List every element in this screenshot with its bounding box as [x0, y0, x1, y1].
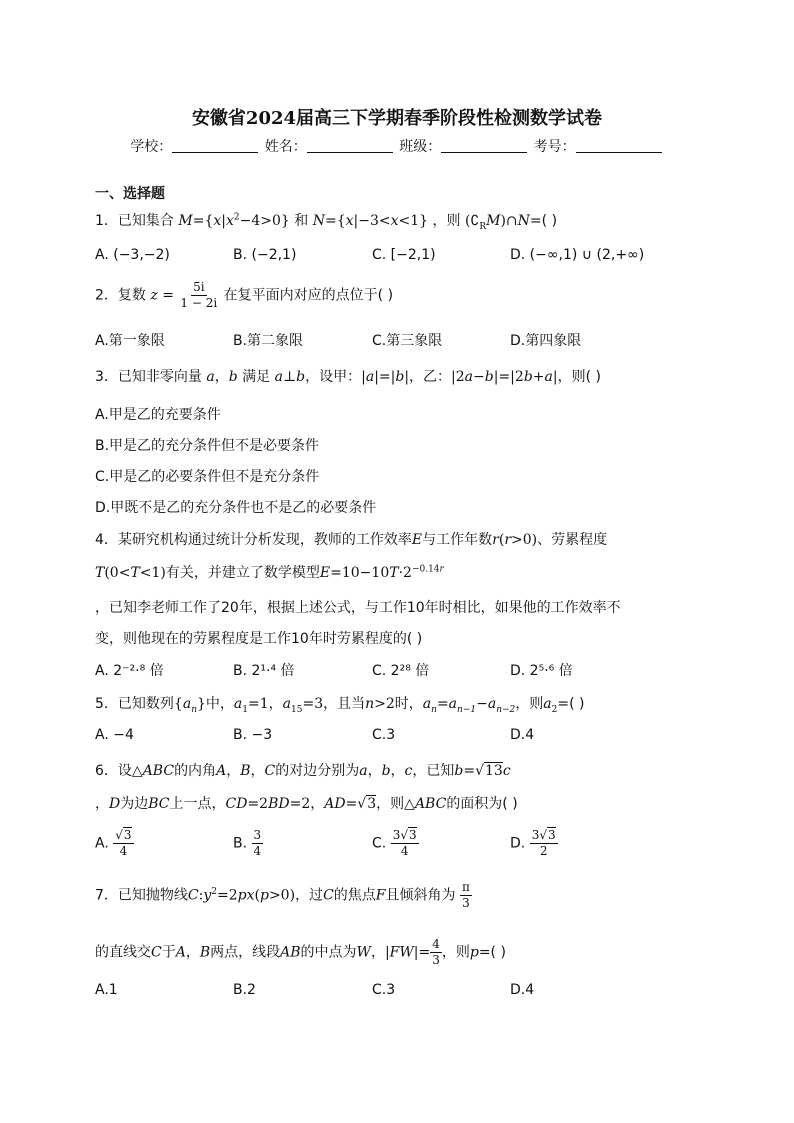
q1-end: =( ): [529, 213, 558, 229]
question-7-line-1: 7．已知抛物线$C:y^2=2px(p>0)$，过C的焦点F且倾斜角为 $\frac{\pi}{3}$: [95, 880, 470, 910]
name-blank: [307, 138, 393, 153]
question-5: 5．已知数列$\{a_n\}$中，$a_1=1$，$a_{15}=3$，且当n>2时，$a_n=a_{n-1}-a_{n-2}$，则$a_2=$( ): [95, 696, 585, 715]
q7-option-d: D.4: [510, 982, 535, 998]
q6-option-c: C. $\frac{3√3}{4}$: [372, 828, 417, 858]
class-label: 班级：: [399, 139, 442, 155]
q5-option-c: C.3: [372, 727, 396, 743]
question-4-line-4: 变，则他现在的劳累程度是工作10年时劳累程度的( ): [95, 631, 423, 647]
q4-option-c: C. 2²⁸ 倍: [372, 663, 430, 679]
q5-option-d: D.4: [510, 727, 535, 743]
q6-option-b: B. $\frac{3}{4}$: [233, 828, 262, 858]
q1-set-m: M: [178, 213, 193, 229]
q4-option-b: B. 2¹·⁴ 倍: [233, 663, 295, 679]
q3-option-b: B.甲是乙的充分条件但不是必要条件: [95, 438, 320, 454]
q7-option-b: B.2: [233, 982, 256, 998]
question-4-line-1: 4．某研究机构通过统计分析发现，教师的工作效率E与工作年数r(r>0)、劳累程度: [95, 532, 608, 548]
question-4-line-3: ，已知李老师工作了20年，根据上述公式，与工作10年时相比，如果他的工作效率不: [95, 600, 621, 616]
q1-option-b: B. (−2,1): [233, 247, 297, 263]
q7-option-c: C.3: [372, 982, 396, 998]
q2-tail: 在复平面内对应的点位于( ): [223, 287, 394, 304]
q3-prefix: 3．已知非零向量: [95, 369, 202, 385]
q3-option-c: C.甲是乙的必要条件但不是充分条件: [95, 469, 320, 485]
school-blank: [172, 138, 258, 153]
q3-option-a: A.甲是乙的充要条件: [95, 407, 221, 423]
q1-option-c: C. [−2,1): [372, 247, 436, 263]
section-heading: 一、选择题: [95, 186, 165, 202]
q7-option-a: A.1: [95, 982, 118, 998]
question-4-line-2: T(0<T<1)有关，并建立了数学模型$E=10-10T\cdot 2^{-0.14r}$: [95, 564, 444, 581]
school-label: 学校：: [130, 139, 173, 155]
student-info-line: [0, 136, 794, 156]
q3-jia: ，设甲：: [305, 369, 362, 385]
q1-option-a: A. (−3,−2): [95, 247, 170, 263]
q5-option-a: A. −4: [95, 727, 134, 743]
q1-tail: ，则: [432, 213, 461, 229]
q2-fraction: $\frac{5i}{1 - 2i}$: [180, 280, 218, 310]
question-6-line-1: 6．设△ABC的内角A，B，C的对边分别为a，b，c，已知b=√13c: [95, 763, 511, 779]
q1-mid: 和: [294, 213, 309, 229]
q7-angle-fraction: $\frac{\pi}{3}$: [461, 880, 470, 910]
question-3: 3．已知非零向量 a，b 满足 a⊥b，设甲：|a|=|b|，乙：|2a−b|=|2b+a|，则( ): [95, 369, 601, 385]
q2-option-c: C.第三象限: [372, 333, 443, 349]
q1-prefix: 1．已知集合: [95, 213, 174, 229]
q4-option-a: A. 2⁻²·⁸ 倍: [95, 663, 164, 679]
q3-yi: ，乙：: [409, 369, 452, 385]
q2-option-b: B.第二象限: [233, 333, 304, 349]
q6-option-d: D. $\frac{3√3}{2}$: [510, 828, 556, 858]
question-6-line-2: ，D为边BC上一点，CD=2BD=2，AD=√3，则△ABC的面积为( ): [95, 796, 518, 812]
question-1: 1．已知集合 $M=\{x|x^2-4>0\}$ 和 N={x|−3<x<1} ，则 $(∁_RM)\cap N=$( ): [95, 212, 558, 232]
q2-option-d: D.第四象限: [510, 333, 582, 349]
exam-title: 安徽省2024届高三下学期春季阶段性检测数学试卷: [191, 108, 603, 129]
exam-no-blank: [576, 138, 662, 153]
q3-mid: 满足: [242, 369, 271, 385]
class-blank: [441, 138, 527, 153]
q2-prefix: 2．复数: [95, 287, 146, 304]
question-7-line-2: 的直线交C于A，B两点，线段AB的中点为W，|FW|= $\frac{4}{3}$ ，则p=( ): [95, 937, 506, 967]
exam-no-label: 考号：: [533, 139, 576, 155]
q3-end: ，则( ): [557, 369, 601, 385]
q2-option-a: A.第一象限: [95, 333, 165, 349]
q6-option-a: A. $\frac{√3}{4}$: [95, 828, 132, 858]
name-label: 姓名：: [264, 139, 307, 155]
q5-option-b: B. −3: [233, 727, 273, 743]
q4-option-d: D. 2⁵·⁶ 倍: [510, 663, 573, 679]
q3-option-d: D.甲既不是乙的充分条件也不是乙的必要条件: [95, 500, 377, 516]
question-2: 2．复数 z = $\frac{5i}{1 - 2i}$ 在复平面内对应的点位于( ): [95, 280, 394, 310]
q1-option-d: D. (−∞,1) ∪ (2,+∞): [510, 247, 645, 263]
